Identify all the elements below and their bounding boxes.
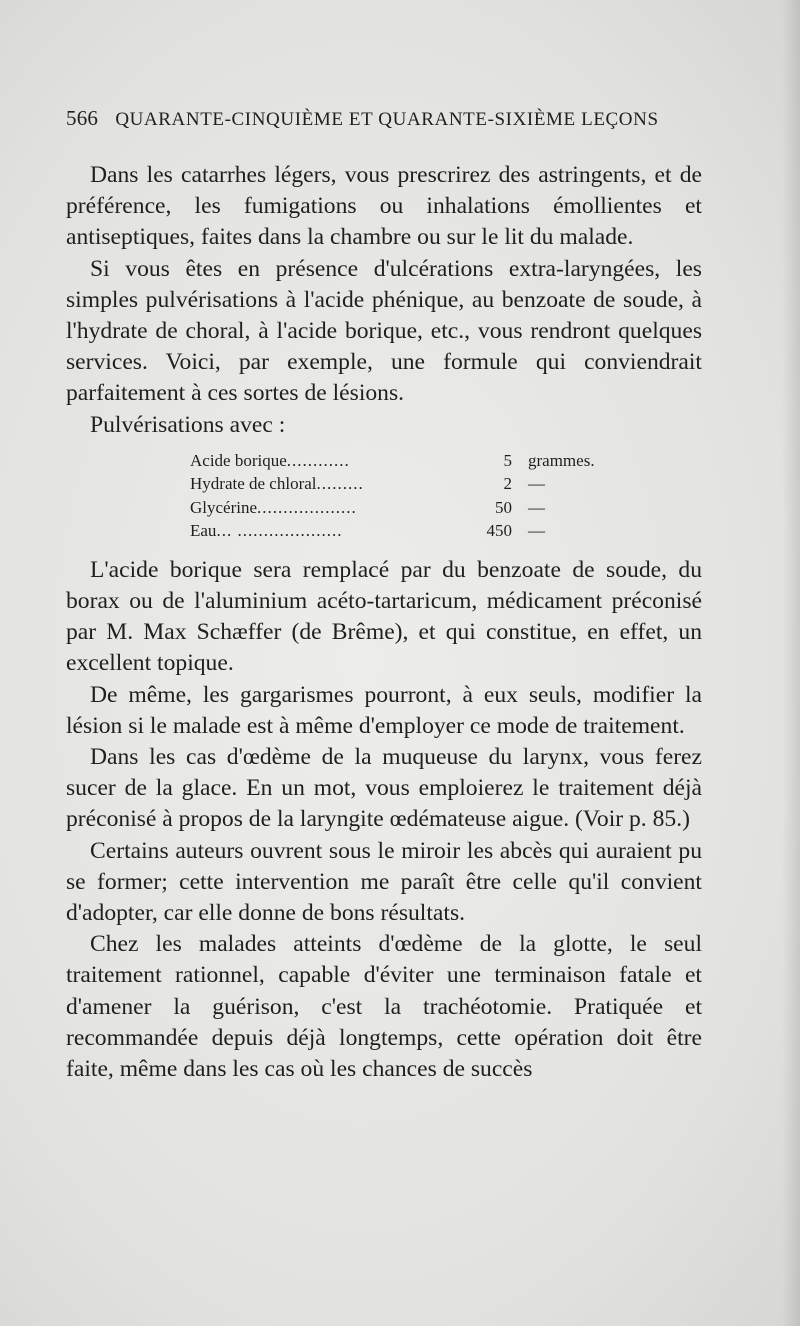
leader-dots: ................... xyxy=(257,497,357,517)
ingredient-unit: — xyxy=(528,474,545,494)
ingredient-unit: — xyxy=(528,521,545,541)
paragraph: Certains auteurs ouvrent sous le miroir les abcès qui auraient pu se former; cette intervention me paraît être celle qu'il convient d'adopter, car elle donne de bons résultats. xyxy=(66,837,702,927)
ingredient-quantity: 450 xyxy=(486,521,512,541)
formula-row xyxy=(190,519,610,543)
ingredient-name: Glycérine xyxy=(190,497,258,517)
page-edge-shadow xyxy=(782,0,800,1326)
ingredient-name: Acide borique xyxy=(190,450,287,470)
running-header xyxy=(66,106,706,131)
leader-dots: ......... xyxy=(316,474,364,494)
paragraph: L'acide borique sera remplacé par du benzoate de soude, du borax ou de l'aluminium acéto-tartaricum, médicament préconisé par M. Max Schæffer (de Brême), et qui constitue, en effet, un excellent topique. xyxy=(66,556,702,677)
paragraph: De même, les gargarismes pourront, à eux seuls, modifier la lésion si le malade est à même d'employer ce mode de traitement. xyxy=(66,681,702,739)
running-title: QUARANTE-CINQUIÈME ET QUARANTE-SIXIÈME LEÇONS xyxy=(115,109,659,130)
paragraph: Dans les catarrhes légers, vous prescrirez des astringents, et de préférence, les fumigations ou inhalations émollientes et antiseptiques, faites dans la chambre ou sur le lit du malade. xyxy=(66,162,702,251)
paragraph: Chez les malades atteints d'œdème de la glotte, le seul traitement rationnel, capable d'éviter une terminaison fatale et d'amener la guérison, c'est la trachéotomie. Pratiquée et recommandée depuis déjà longtemps, cette opération doit être faite, même dans les cas où les chances de succès xyxy=(66,931,702,1083)
prescription-formula xyxy=(190,449,610,543)
leader-dots: ............ xyxy=(286,450,350,470)
ingredient-unit: — xyxy=(528,497,545,517)
paragraph: Dans les cas d'œdème de la muqueuse du larynx, vous ferez sucer de la glace. En un mot, vous emploierez le traitement déjà préconisé à propos de la laryngite œdémateuse aigue. (Voir p. 85.) xyxy=(66,744,702,833)
ingredient-name: Hydrate de chloral xyxy=(190,474,317,494)
paragraph: Pulvérisations avec : xyxy=(90,411,286,438)
body-text xyxy=(66,160,702,1085)
page-number: 566 xyxy=(66,106,99,130)
ingredient-name: Eau xyxy=(190,521,217,541)
paragraph: Si vous êtes en présence d'ulcérations extra-laryngées, les simples pulvérisations à l'acide phénique, au benzoate de soude, à l'hydrate de choral, à l'acide borique, etc., vous rendront quelques services. Voici, par exemple, une formule qui conviendrait parfaitement à ces sortes de lésions. xyxy=(66,255,702,407)
ingredient-unit: grammes. xyxy=(528,450,595,470)
formula-row xyxy=(190,449,610,473)
formula-row xyxy=(190,496,610,520)
leader-dots: ... .................... xyxy=(216,521,343,541)
ingredient-quantity: 2 xyxy=(503,474,512,494)
formula-row xyxy=(190,472,610,496)
ingredient-quantity: 5 xyxy=(503,450,512,470)
ingredient-quantity: 50 xyxy=(495,497,512,517)
